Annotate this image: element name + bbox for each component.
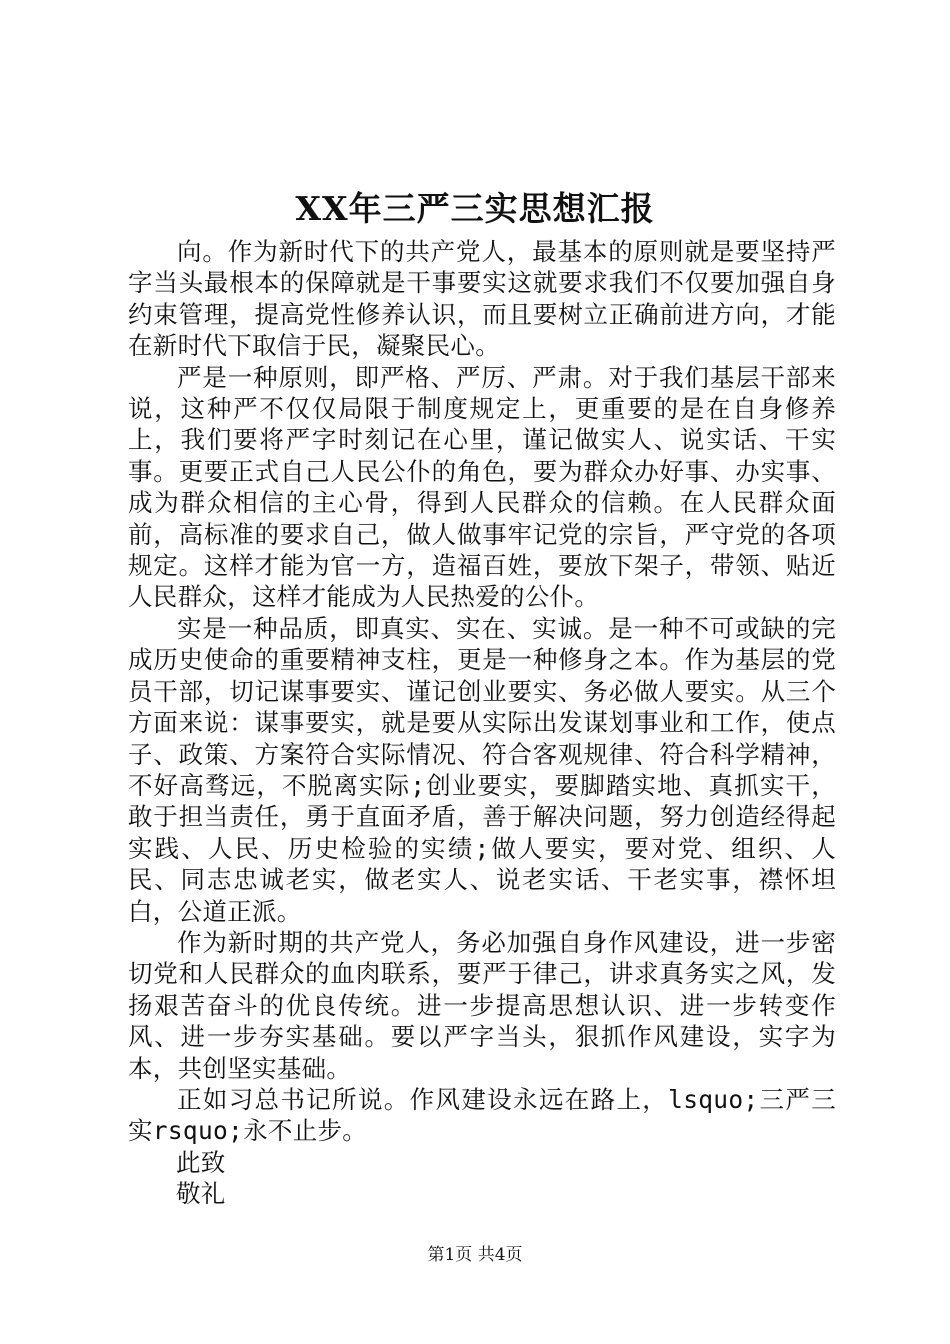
paragraph: 实是一种品质，即真实、实在、实诚。是一种不可或缺的完成历史使命的重要精神支柱，更是一种修身之本。作为基层的党员干部，切记谋事要实、谨记创业要实、务必做人要实。从三个方面来说：谋事要实，就是要从实际出发谋划事业和工作，使点子、政策、方案符合实际情况、符合客观规律、符合科学精神，不好高骛远，不脱离实际;创业要实，要脚踏实地、真抓实干，敢于担当责任，勇于直面矛盾，善于解决问题，努力创造经得起实践、人民、历史检验的实绩;做人要实，要对党、组织、人民、同志忠诚老实，做老实人、说老实话、干老实事，襟怀坦白，公道正派。	[128, 613, 836, 926]
closing-regards: 敬礼	[176, 1179, 226, 1209]
page-footer: 第1页 共4页	[427, 1245, 523, 1265]
paragraph: 作为新时期的共产党人，务必加强自身作风建设，进一步密切党和人民群众的血肉联系，要严于律己，讲求真务实之风，发扬艰苦奋斗的优良传统。进一步提高思想认识、进一步转变作风、进一步夯实基础。要以严字当头，狠抓作风建设，实字为本，共创坚实基础。	[128, 927, 836, 1083]
document-body	[128, 236, 836, 1210]
document-title: XX年三严三实思想汇报	[295, 189, 655, 228]
paragraph: 严是一种原则，即严格、严厉、严肃。对于我们基层干部来说，这种严不仅仅局限于制度规定上，更重要的是在自身修养上，我们要将严字时刻记在心里，谨记做实人、说实话、干实事。更要正式自己人民公仆的角色，要为群众办好事、办实事、成为群众相信的主心骨，得到人民群众的信赖。在人民群众面前，高标准的要求自己，做人做事牢记党的宗旨，严守党的各项规定。这样才能为官一方，造福百姓，要放下架子，带领、贴近人民群众，这样才能成为人民热爱的公仆。	[128, 362, 836, 612]
paragraph: 正如习总书记所说。作风建设永远在路上，lsquo;三严三实rsquo;永不止步。	[128, 1084, 836, 1146]
paragraph: 向。作为新时代下的共产党人，最基本的原则就是要坚持严字当头最根本的保障就是干事要实这就要求我们不仅要加强自身约束管理，提高党性修养认识，而且要树立正确前进方向，才能在新时代下取信于民，凝聚民心。	[128, 237, 836, 361]
closing-salutation: 此致	[176, 1147, 226, 1177]
